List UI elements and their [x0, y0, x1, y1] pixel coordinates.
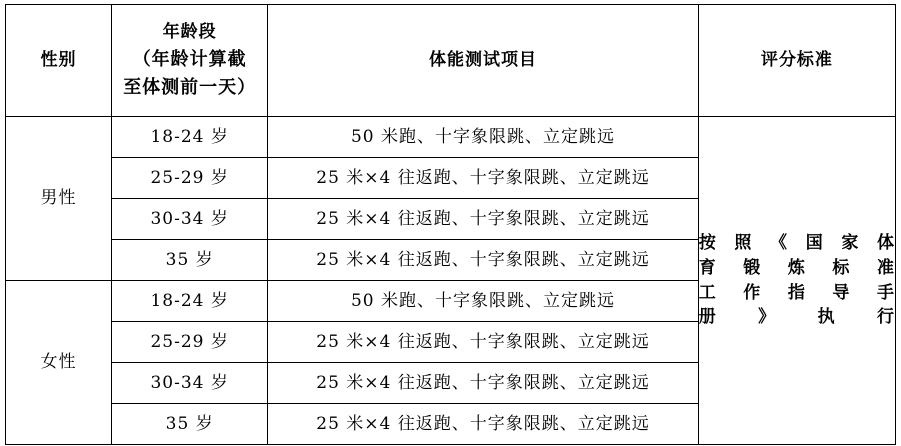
fitness-test-table [5, 4, 896, 445]
standard-line2: 育锻炼标准 [698, 257, 895, 278]
cell-age: 30-34 岁 [112, 199, 268, 240]
standard-line1: 按照《国家体 [698, 233, 895, 254]
cell-items: 25 米×4 往返跑、十字象限跳、立定跳远 [268, 199, 698, 240]
header-gender: 性别 [6, 5, 112, 117]
header-age-group-line1: 年龄段 [162, 22, 217, 43]
cell-items: 25 米×4 往返跑、十字象限跳、立定跳远 [268, 158, 698, 199]
cell-items: 50 米跑、十字象限跳、立定跳远 [268, 281, 698, 322]
document-page [0, 4, 901, 446]
standard-line4: 册》执行 [698, 307, 895, 328]
table-header-row [6, 5, 896, 117]
header-scoring-standard: 评分标准 [698, 5, 895, 117]
cell-age: 18-24 岁 [112, 117, 268, 158]
cell-gender-male: 男性 [6, 117, 112, 281]
header-age-group-line3: 至体测前一天） [123, 76, 257, 98]
cell-age: 35 岁 [112, 240, 268, 281]
cell-items: 25 米×4 往返跑、十字象限跳、立定跳远 [268, 363, 698, 404]
cell-items: 25 米×4 往返跑、十字象限跳、立定跳远 [268, 404, 698, 445]
cell-items: 50 米跑、十字象限跳、立定跳远 [268, 117, 698, 158]
cell-scoring-standard [698, 117, 895, 445]
table-row [6, 117, 896, 158]
cell-age: 25-29 岁 [112, 158, 268, 199]
header-test-items: 体能测试项目 [268, 5, 698, 117]
cell-age: 18-24 岁 [112, 281, 268, 322]
header-age-group-line2: （年龄计算截 [132, 48, 247, 70]
cell-age: 30-34 岁 [112, 363, 268, 404]
cell-gender-female: 女性 [6, 281, 112, 445]
header-age-group [112, 5, 268, 117]
standard-line3: 工作指导手 [698, 282, 895, 303]
cell-items: 25 米×4 往返跑、十字象限跳、立定跳远 [268, 322, 698, 363]
cell-age: 35 岁 [112, 404, 268, 445]
cell-age: 25-29 岁 [112, 322, 268, 363]
cell-items: 25 米×4 往返跑、十字象限跳、立定跳远 [268, 240, 698, 281]
